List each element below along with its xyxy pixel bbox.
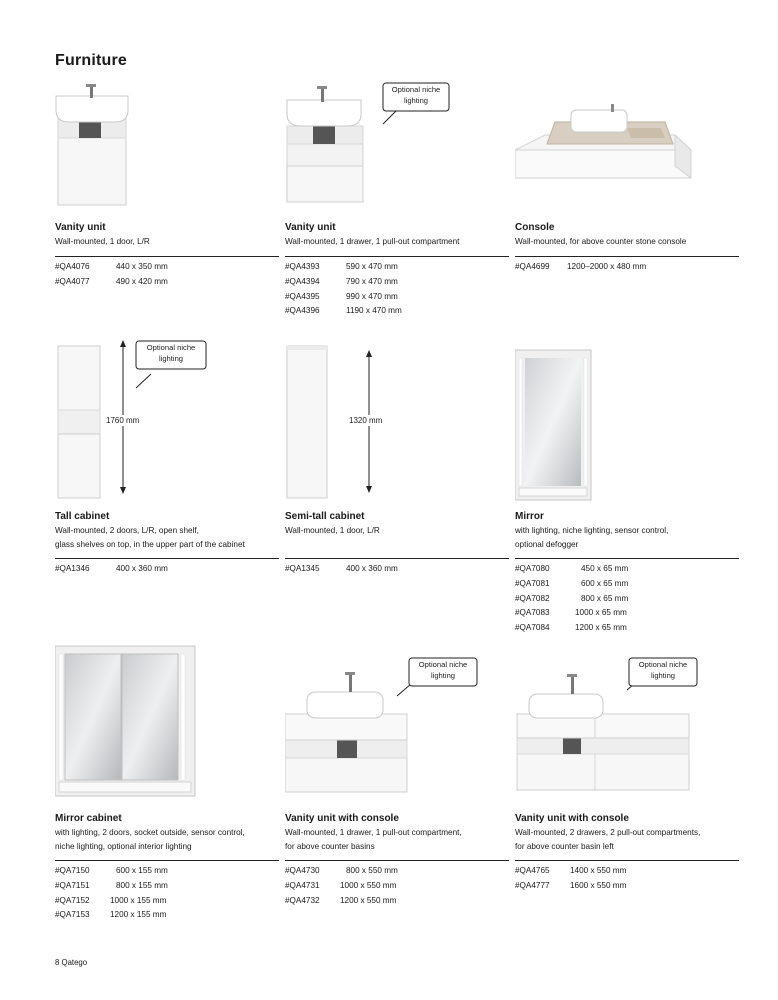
card-title: Semi-tall cabinet <box>285 511 365 522</box>
description-line: Wall-mounted, 1 door, L/R <box>55 237 150 246</box>
article-code: #QA4395 <box>285 291 320 301</box>
description-line: glass shelves on top, in the upper part of the cabinet <box>55 539 245 549</box>
article-code: #QA7080 <box>515 564 550 573</box>
article-row <box>515 564 628 579</box>
article-code: #QA4076 <box>55 262 90 271</box>
article-dimensions: 990 x 470 mm <box>346 291 398 301</box>
article-code: #QA7082 <box>515 593 550 603</box>
article-row <box>285 306 402 321</box>
callout-line: Optional niche <box>638 660 688 669</box>
article-code: #QA7150 <box>55 866 90 875</box>
description-line: for above counter basin left <box>515 841 614 851</box>
article-dimensions: 490 x 420 mm <box>116 276 168 286</box>
description-line: Wall-mounted, 2 drawers, 2 pull-out compartments, <box>515 828 701 837</box>
article-row <box>55 262 168 277</box>
article-row <box>515 866 626 881</box>
article-code: #QA7153 <box>55 910 90 920</box>
article-row <box>515 594 628 609</box>
card-title: Vanity unit with console <box>285 813 399 824</box>
card-description <box>55 235 150 249</box>
callout-line: Optional niche <box>418 660 468 669</box>
vanity-unit-door-illustration <box>55 80 279 210</box>
article-dimensions: 590 x 470 mm <box>346 262 398 271</box>
callout-line: lighting <box>430 670 456 680</box>
article-row <box>285 292 402 307</box>
description-line: for above counter basins <box>285 841 375 851</box>
article-dimensions: 1200–2000 x 480 mm <box>567 262 647 271</box>
article-code: #QA4393 <box>285 262 320 271</box>
card-title: Tall cabinet <box>55 511 110 522</box>
article-list <box>285 866 398 910</box>
article-row <box>285 896 398 911</box>
card-title: Vanity unit <box>55 222 106 233</box>
divider <box>515 256 739 257</box>
article-row <box>285 866 398 881</box>
card-description <box>515 826 700 853</box>
article-row <box>285 564 398 579</box>
divider <box>55 558 279 559</box>
callout-line: Optional niche <box>146 343 196 352</box>
callout-line: lighting <box>650 670 676 680</box>
description-line: with lighting, niche lighting, sensor control, <box>515 526 669 535</box>
divider <box>55 860 279 861</box>
vanity-console-two-drawers-illustration <box>515 640 739 800</box>
article-row <box>55 881 168 896</box>
description-line: Wall-mounted, for above counter stone console <box>515 237 687 246</box>
article-code: #QA7081 <box>515 578 550 588</box>
description-line: niche lighting, optional interior lighting <box>55 841 192 851</box>
article-dimensions: 1400 x 550 mm <box>570 866 627 875</box>
height-dimension-label: 1760 mm <box>106 416 140 425</box>
article-code: #QA1345 <box>285 564 320 573</box>
callout-line: lighting <box>403 95 429 105</box>
divider <box>515 558 739 559</box>
card-description <box>55 524 245 551</box>
article-list <box>515 866 626 896</box>
article-code: #QA4077 <box>55 276 90 286</box>
divider <box>285 860 509 861</box>
article-list <box>515 262 646 277</box>
description-line: optional defogger <box>515 539 579 549</box>
callout-line: lighting <box>158 353 184 363</box>
card-description <box>55 826 245 853</box>
article-row <box>285 262 402 277</box>
vanity-console-one-drawer-illustration <box>285 640 509 800</box>
page-footer: 8 Qatego <box>55 958 88 967</box>
article-dimensions: 400 x 360 mm <box>346 564 398 573</box>
article-row <box>55 564 168 579</box>
article-code: #QA4394 <box>285 276 320 286</box>
article-row <box>55 896 168 911</box>
tall-cabinet-illustration <box>55 338 279 503</box>
article-dimensions: 1000 x 65 mm <box>575 608 627 618</box>
callout-niche-lighting <box>629 660 697 681</box>
card-description <box>285 826 462 853</box>
semi-tall-cabinet-illustration <box>285 338 509 503</box>
article-list <box>285 564 398 579</box>
card-title: Vanity unit <box>285 222 336 233</box>
article-code: #QA7151 <box>55 880 90 890</box>
article-code: #QA7152 <box>55 895 90 905</box>
article-row <box>285 277 402 292</box>
article-row <box>515 262 646 277</box>
card-description <box>285 524 380 538</box>
article-code: #QA1346 <box>55 564 90 573</box>
divider <box>285 256 509 257</box>
article-dimensions: 1200 x 65 mm <box>575 623 627 633</box>
article-dimensions: 450 x 65 mm <box>581 564 629 573</box>
article-code: #QA7083 <box>515 608 550 618</box>
article-row <box>55 866 168 881</box>
article-dimensions: 1190 x 470 mm <box>346 306 402 316</box>
article-dimensions: 400 x 360 mm <box>116 564 168 573</box>
article-list <box>55 262 168 292</box>
article-dimensions: 1600 x 550 mm <box>570 880 627 890</box>
article-dimensions: 1200 x 155 mm <box>110 910 167 920</box>
callout-niche-lighting <box>409 660 477 681</box>
description-line: Wall-mounted, 1 drawer, 1 pull-out compartment <box>285 237 460 246</box>
article-code: #QA4699 <box>515 262 550 271</box>
article-dimensions: 800 x 155 mm <box>116 880 168 890</box>
article-code: #QA4396 <box>285 306 320 316</box>
article-row <box>515 579 628 594</box>
card-description <box>515 235 686 249</box>
article-code: #QA4765 <box>515 866 550 875</box>
card-title: Vanity unit with console <box>515 813 629 824</box>
callout-niche-lighting <box>136 343 206 364</box>
description-line: Wall-mounted, 1 drawer, 1 pull-out compartment, <box>285 828 462 837</box>
mirror-illustration <box>515 338 739 503</box>
card-description <box>515 524 668 551</box>
divider <box>285 558 509 559</box>
article-dimensions: 1200 x 550 mm <box>340 895 397 905</box>
card-title: Console <box>515 222 555 233</box>
article-dimensions: 1000 x 155 mm <box>110 895 167 905</box>
article-code: #QA7084 <box>515 623 550 633</box>
article-list <box>55 564 168 579</box>
article-row <box>55 910 168 925</box>
callout-line: Optional niche <box>391 85 441 94</box>
article-list <box>285 262 402 321</box>
divider <box>55 256 279 257</box>
article-dimensions: 440 x 350 mm <box>116 262 168 271</box>
console-illustration <box>515 80 739 210</box>
article-code: #QA4731 <box>285 880 320 890</box>
mirror-cabinet-illustration <box>55 640 279 800</box>
description-line: Wall-mounted, 2 doors, L/R, open shelf, <box>55 526 199 535</box>
article-dimensions: 800 x 65 mm <box>581 593 629 603</box>
article-dimensions: 800 x 550 mm <box>346 866 398 875</box>
article-dimensions: 600 x 155 mm <box>116 866 168 875</box>
article-row <box>285 881 398 896</box>
article-row <box>515 881 626 896</box>
article-code: #QA4732 <box>285 895 320 905</box>
card-description <box>285 235 459 249</box>
description-line: Wall-mounted, 1 door, L/R <box>285 526 380 535</box>
article-list <box>55 866 168 925</box>
article-row <box>55 277 168 292</box>
card-title: Mirror <box>515 511 544 522</box>
article-row <box>515 623 628 638</box>
article-dimensions: 790 x 470 mm <box>346 276 398 286</box>
height-dimension-label: 1320 mm <box>349 416 383 425</box>
article-code: #QA4777 <box>515 880 550 890</box>
divider <box>515 860 739 861</box>
article-row <box>515 608 628 623</box>
description-line: with lighting, 2 doors, socket outside, sensor control, <box>55 828 245 837</box>
callout-niche-lighting <box>383 85 449 106</box>
vanity-unit-drawer-illustration <box>285 80 509 210</box>
card-title: Mirror cabinet <box>55 813 122 824</box>
page-title: Furniture <box>55 52 128 69</box>
article-list <box>515 564 628 638</box>
article-dimensions: 600 x 65 mm <box>581 578 629 588</box>
article-dimensions: 1000 x 550 mm <box>340 880 397 890</box>
article-code: #QA4730 <box>285 866 320 875</box>
